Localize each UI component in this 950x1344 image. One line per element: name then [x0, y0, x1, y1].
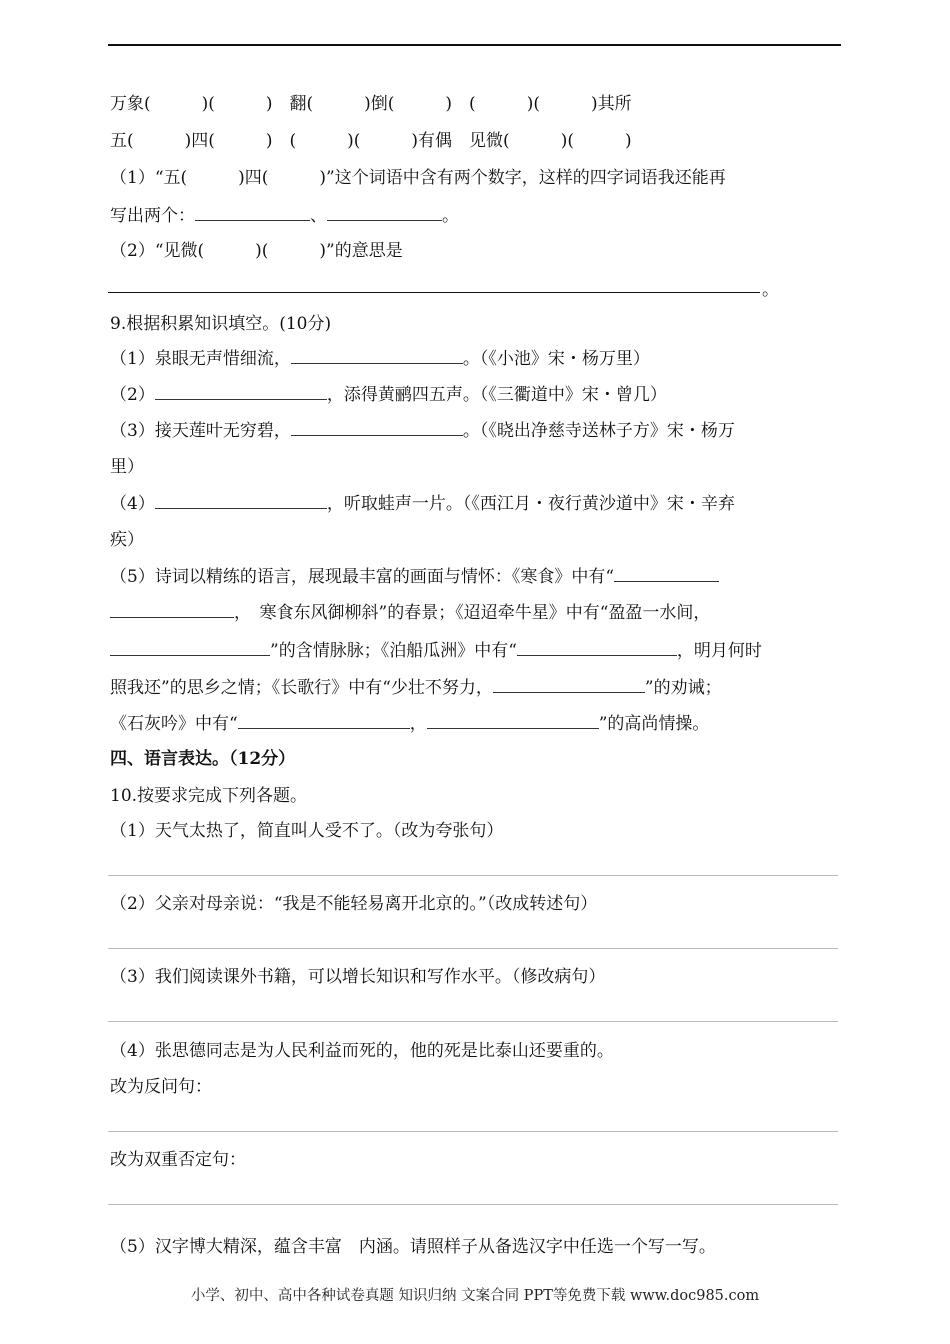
answer-line[interactable]: [108, 1131, 838, 1132]
prompt-text: ， 寒食东风御柳斜”的春景；《迢迢牵牛星》中有“盈盈一水间，: [234, 603, 711, 623]
idiom-question-1-answer: [110, 204, 459, 227]
question-9-4: [110, 492, 735, 515]
answer-blank[interactable]: [155, 492, 327, 509]
header-rule: [108, 44, 841, 46]
idiom-row-2: 五( )四( ) ( )( )有偶 见微( )( ): [110, 131, 632, 151]
prompt-text: ，明月何时: [676, 641, 762, 661]
answer-blank[interactable]: [614, 565, 719, 582]
question-10-5: （5）汉字博大精深，蕴含丰富 内涵。请照样子从备选汉字中任选一个写一写。: [110, 1237, 716, 1257]
poem-line: ，添得黄鹂四五声。（《三衢道中》宋・曾几）: [326, 385, 667, 405]
question-10-2: （2）父亲对母亲说：“我是不能轻易离开北京的。”（改成转述句）: [110, 894, 598, 914]
answer-blank[interactable]: [238, 712, 410, 729]
question-9-5-line-2: [110, 601, 710, 624]
question-9-5-line-4: [110, 676, 722, 699]
question-9-2: [110, 383, 667, 406]
poem-line: （3）接天莲叶无穷碧，: [110, 421, 291, 441]
prompt-text: ”的含情脉脉；《泊船瓜洲》中有“: [270, 641, 517, 661]
prompt-text: （5）诗词以精练的语言，展现最丰富的画面与情怀：《寒食》中有“: [110, 567, 615, 587]
separator: ，: [409, 714, 427, 734]
separator: 、: [310, 206, 327, 226]
answer-blank[interactable]: [291, 419, 463, 436]
idiom-row-1: 万象( )( ) 翻( )倒( ) ( )( )其所: [110, 94, 632, 114]
page-footer: 小学、初中、高中各种试卷真题 知识归纳 文案合同 PPT等免费下载 www.doc985.com: [190, 1288, 760, 1304]
item-number: （4）: [110, 494, 155, 514]
idiom-question-2: （2）“见微( )( )”的意思是: [110, 241, 403, 261]
question-9-1: [110, 347, 650, 370]
answer-line[interactable]: [108, 1021, 838, 1022]
question-10-4: （4）张思德同志是为人民利益而死的，他的死是比泰山还要重的。: [110, 1041, 614, 1061]
item-number: （2）: [110, 385, 155, 405]
question-10-1: （1）天气太热了，简直叫人受不了。（改为夸张句）: [110, 821, 504, 841]
answer-line[interactable]: [108, 292, 760, 293]
period: 。: [762, 280, 779, 300]
answer-blank[interactable]: [427, 712, 599, 729]
question-10-title: 10.按要求完成下列各题。: [110, 786, 308, 806]
prompt-text: ”的高尚情操。: [598, 714, 710, 734]
question-9-5-line-3: [110, 639, 762, 662]
double-negative-label: 改为双重否定句：: [110, 1150, 246, 1170]
idiom-question-1: （1）“五( )四( )”这个词语中含有两个数字，这样的四字词语我还能再: [110, 168, 726, 188]
rhetorical-question-label: 改为反问句：: [110, 1077, 212, 1097]
answer-line[interactable]: [108, 1204, 838, 1205]
question-9-5: [110, 565, 719, 588]
answer-blank[interactable]: [110, 639, 270, 656]
prompt-text: 《石灰吟》中有“: [110, 714, 238, 734]
poem-line: ，听取蛙声一片。（《西江月・夜行黄沙道中》宋・辛弃: [326, 494, 735, 514]
question-10-3: （3）我们阅读课外书籍，可以增长知识和写作水平。（修改病句）: [110, 967, 606, 987]
answer-prefix: 写出两个：: [110, 206, 195, 226]
answer-blank[interactable]: [493, 676, 645, 693]
answer-blank[interactable]: [327, 204, 442, 221]
prompt-text: 照我还”的思乡之情；《长歌行》中有“少壮不努力，: [110, 678, 493, 698]
answer-line[interactable]: [108, 875, 838, 876]
question-9-3: [110, 419, 735, 442]
answer-blank[interactable]: [517, 639, 677, 656]
poem-source: 。（《小池》宋・杨万里）: [462, 349, 650, 369]
answer-blank[interactable]: [195, 204, 310, 221]
question-9-title: 9.根据积累知识填空。(10分): [110, 314, 332, 334]
question-9-3-cont: 里）: [110, 457, 144, 477]
section-4-title: 四、语言表达。（12分）: [110, 749, 296, 769]
poem-source: 。（《晓出净慈寺送林子方》宋・杨万: [462, 421, 735, 441]
question-9-4-cont: 疾）: [110, 530, 144, 550]
answer-blank[interactable]: [155, 383, 327, 400]
poem-line: （1）泉眼无声惜细流，: [110, 349, 291, 369]
prompt-text: ”的劝诫；: [644, 678, 722, 698]
answer-blank[interactable]: [291, 347, 463, 364]
answer-line[interactable]: [108, 948, 838, 949]
question-9-5-line-5: [110, 712, 709, 735]
period: 。: [442, 206, 459, 226]
answer-blank[interactable]: [110, 601, 234, 618]
